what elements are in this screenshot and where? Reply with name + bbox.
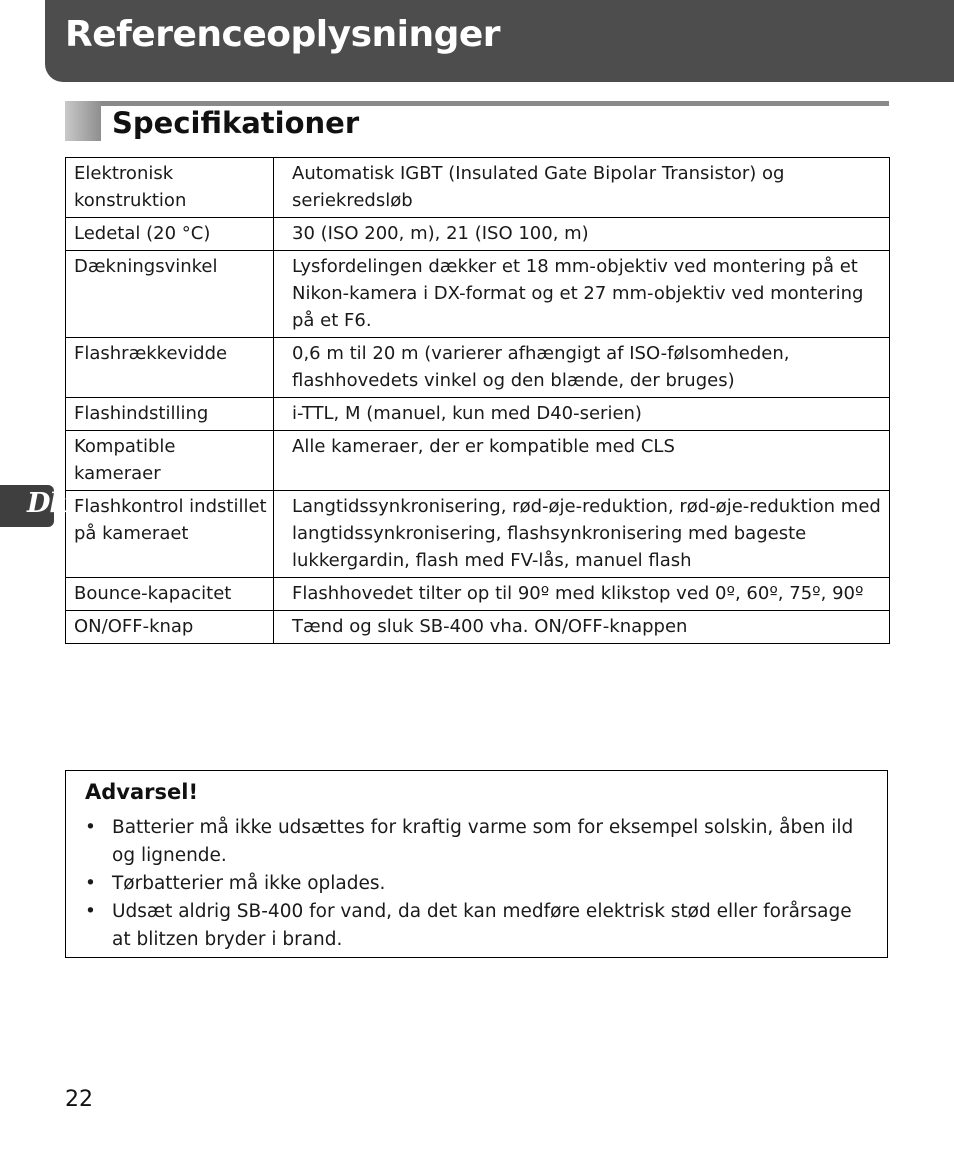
table-row — [66, 398, 890, 431]
spec-value: Langtidssynkronisering, rød-øje-reduktion, rød-øje-reduktion med langtidssynkronisering, flashsynkronisering med bageste lukkergardin, flash med FV-lås, manuel flash — [274, 491, 890, 578]
spec-label: Flashindstilling — [66, 398, 274, 431]
warning-box — [65, 770, 888, 958]
table-row — [66, 611, 890, 644]
spec-label: Dækningsvinkel — [66, 251, 274, 338]
spec-value: Flashhovedet tilter op til 90º med klikstop ved 0º, 60º, 75º, 90º — [274, 578, 890, 611]
table-row — [66, 218, 890, 251]
language-tab — [0, 485, 68, 527]
language-tab-label: Dk — [27, 488, 68, 519]
list-item — [85, 898, 865, 954]
warning-item-text: Batterier må ikke udsættes for kraftig varme som for eksempel solskin, åben ild og lignende. — [112, 817, 854, 866]
spec-label: ON/OFF-knap — [66, 611, 274, 644]
spec-label: Flashkontrol indstillet på kameraet — [66, 491, 274, 578]
table-row — [66, 338, 890, 398]
list-item — [85, 814, 865, 870]
spec-label: Flashrækkevidde — [66, 338, 274, 398]
list-item — [85, 870, 865, 898]
table-row — [66, 578, 890, 611]
spec-label: Bounce-kapacitet — [66, 578, 274, 611]
spec-value: 30 (ISO 200, m), 21 (ISO 100, m) — [274, 218, 890, 251]
section-title: Specifikationer — [112, 106, 360, 140]
table-row — [66, 251, 890, 338]
page-header-title: Referenceoplysninger — [65, 14, 501, 55]
warning-list — [85, 814, 865, 954]
warning-item-text: Udsæt aldrig SB-400 for vand, da det kan medføre elektrisk stød eller forårsage at blitzen bryder i brand. — [112, 901, 852, 950]
spec-value: Tænd og sluk SB-400 vha. ON/OFF-knappen — [274, 611, 890, 644]
table-row — [66, 158, 890, 218]
spec-value: Lysfordelingen dækker et 18 mm-objektiv ved montering på et Nikon-kamera i DX-format og et 27 mm-objektiv ved montering på et F6. — [274, 251, 890, 338]
spec-value: Alle kameraer, der er kompatible med CLS — [274, 431, 890, 491]
spec-value: Automatisk IGBT (Insulated Gate Bipolar Transistor) og seriekredsløb — [274, 158, 890, 218]
spec-value: 0,6 m til 20 m (varierer afhængigt af ISO-følsomheden, flashhovedets vinkel og den blænde, der bruges) — [274, 338, 890, 398]
spec-value: i-TTL, M (manuel, kun med D40-serien) — [274, 398, 890, 431]
section-marker — [65, 101, 101, 141]
warning-title: Advarsel! — [85, 780, 199, 804]
bullet-icon: • — [85, 817, 96, 838]
spec-label: Kompatible kameraer — [66, 431, 274, 491]
header-band — [45, 0, 954, 82]
table-row — [66, 431, 890, 491]
page-number: 22 — [65, 1087, 93, 1112]
spec-label: Ledetal (20 °C) — [66, 218, 274, 251]
bullet-icon: • — [85, 901, 96, 922]
bullet-icon: • — [85, 873, 96, 894]
spec-label: Elektronisk konstruktion — [66, 158, 274, 218]
warning-item-text: Tørbatterier må ikke oplades. — [112, 873, 386, 894]
specifications-table — [65, 157, 890, 644]
table-row — [66, 491, 890, 578]
